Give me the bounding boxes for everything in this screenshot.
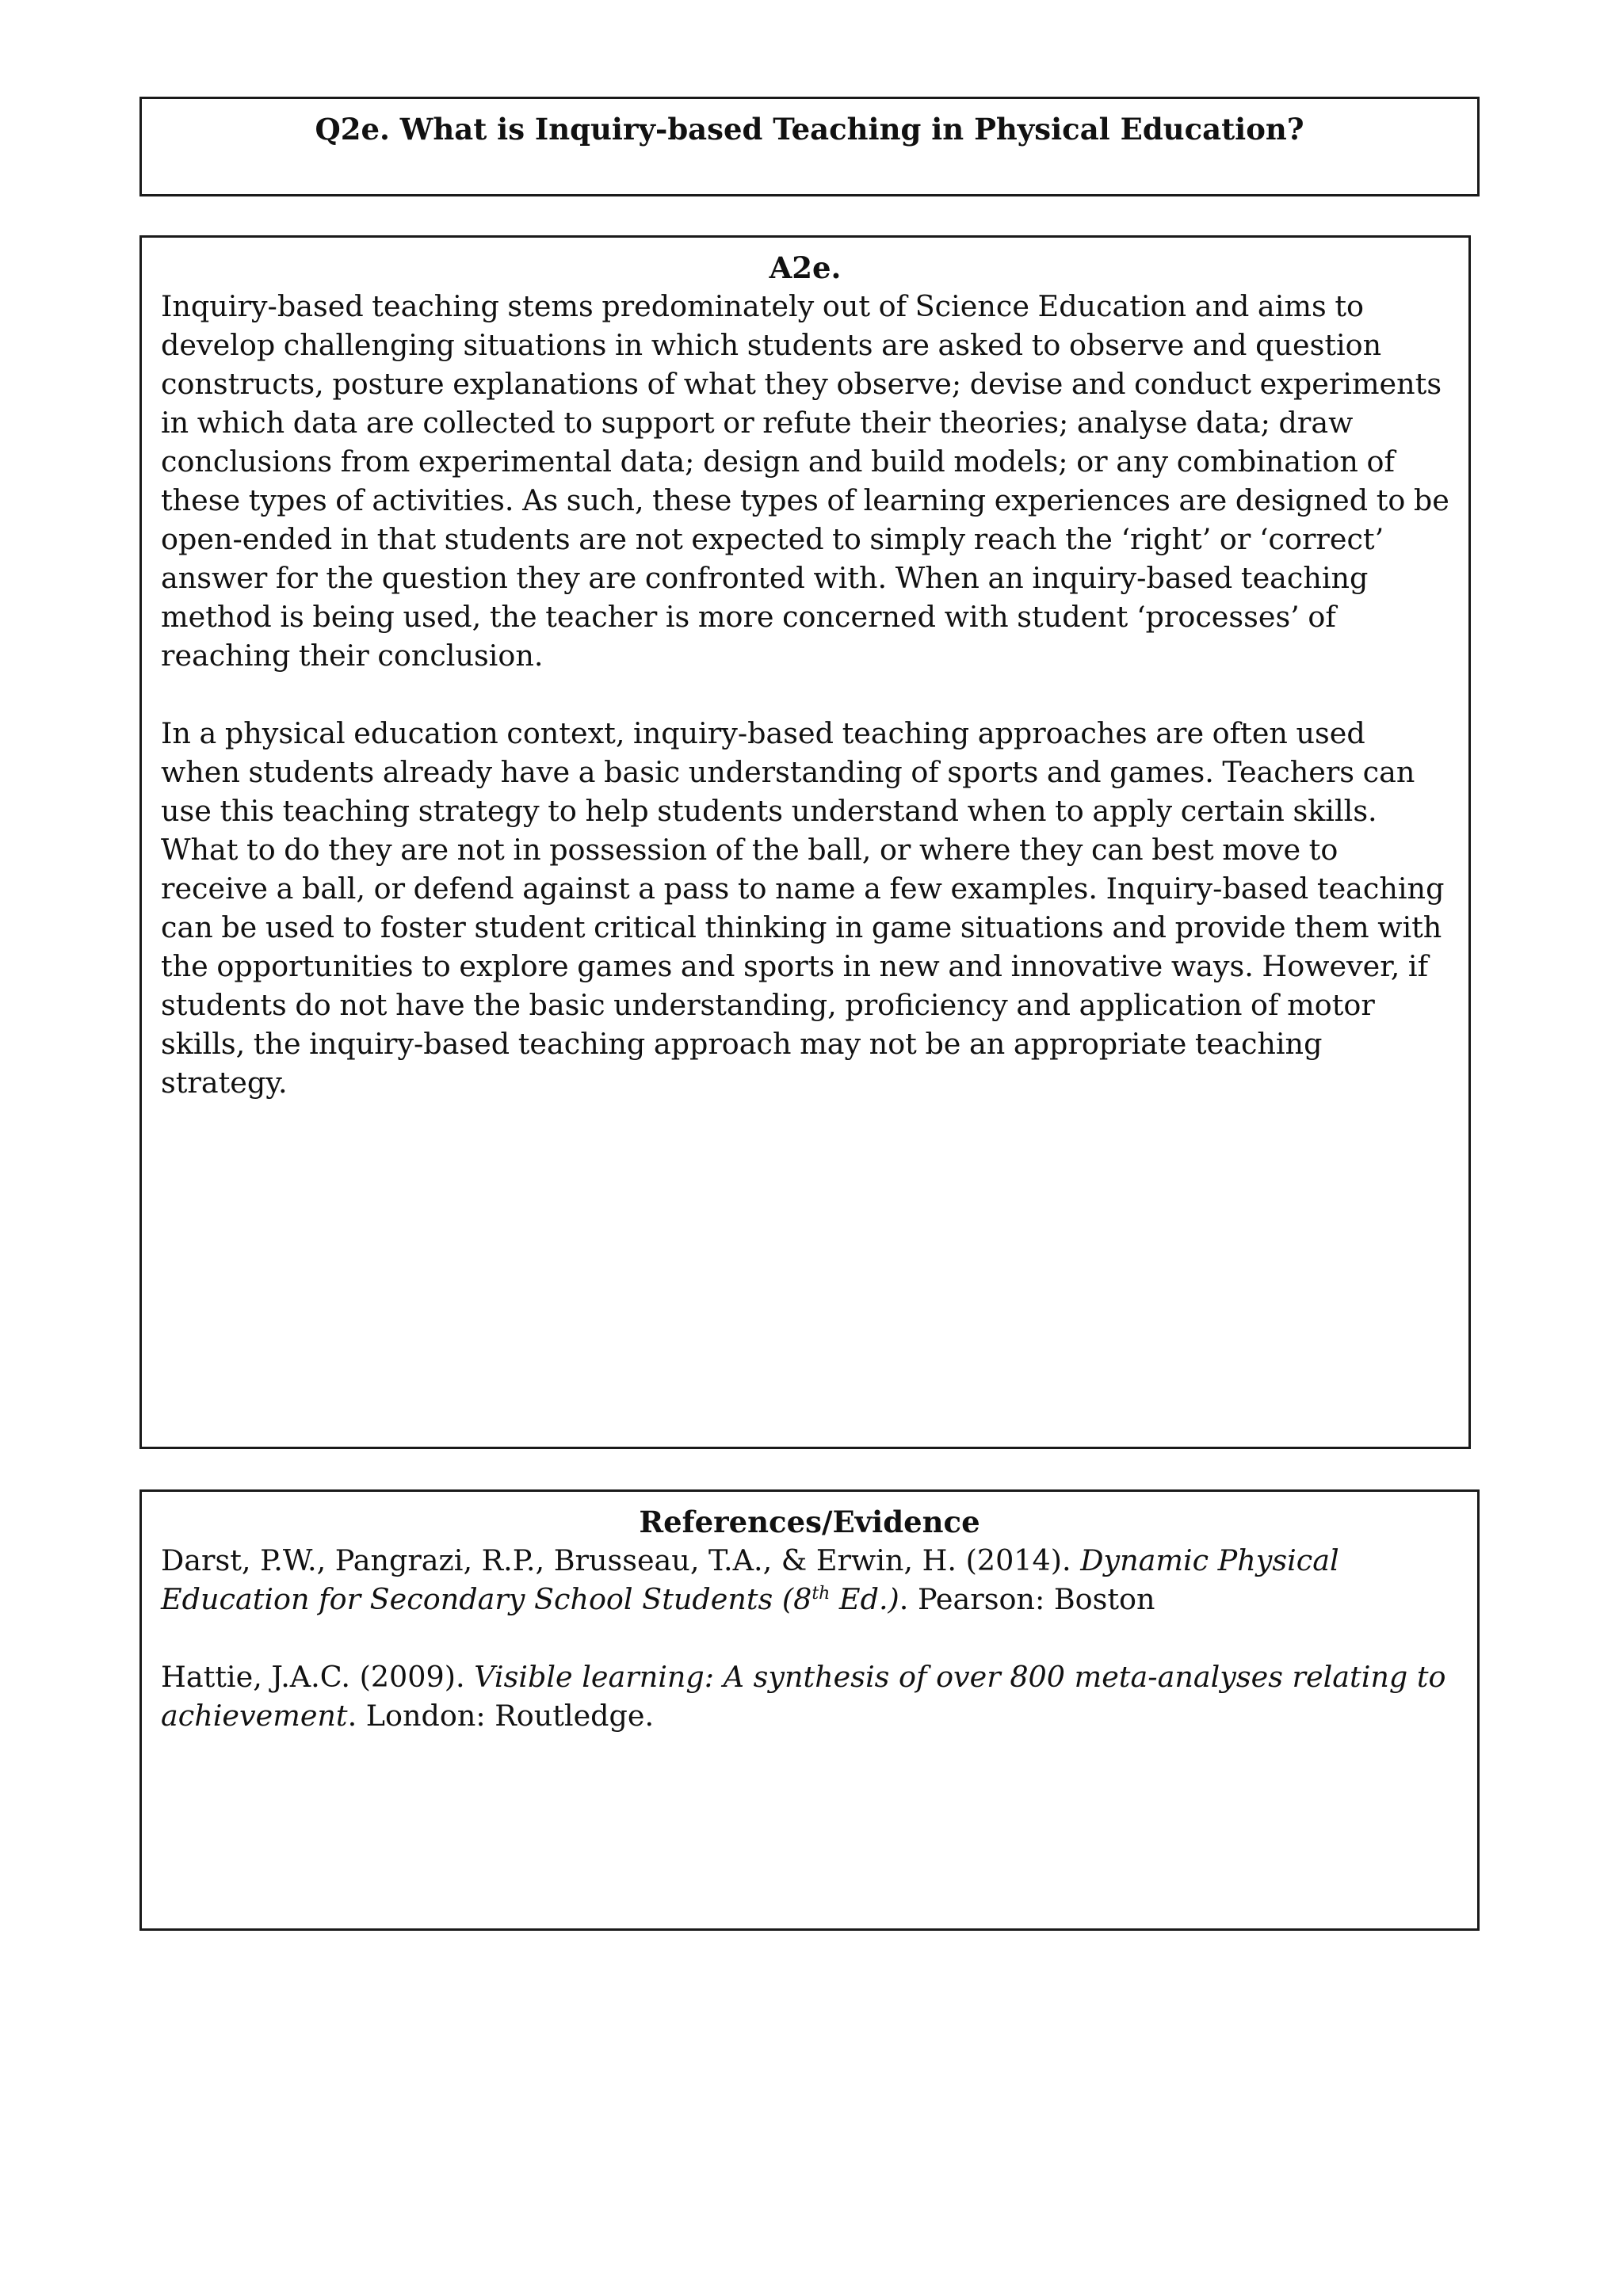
reference-publisher: . London: Routledge. — [347, 1699, 655, 1733]
reference-item-hattie — [161, 1657, 1458, 1735]
reference-title: Dynamic Physical Education for Secondary School Students (8th Ed.) — [161, 1543, 1339, 1616]
answer-heading: A2e. — [769, 250, 842, 285]
reference-title: Visible learning: A synthesis of over 800 meta-analyses relating to achievement — [161, 1660, 1446, 1733]
reference-authors: Hattie, J.A.C. (2009). — [161, 1660, 475, 1694]
question-title: Q2e. What is Inquiry-based Teaching in Physical Education? — [315, 112, 1304, 147]
answer-paragraph-1: Inquiry-based teaching stems predominately out of Science Education and aims to develop challenging situations in which students are asked to observe and question constructs, posture explanations of what they observe; devise and conduct experiments in which data are collected to support or refute their theories; analyse data; draw conclusions from experimental data; design and build models; or any combination of these types of activities. As such, these types of learning experiences are designed to be open-ended in that students are not expected to simply reach the ‘right’ or ‘correct’ answer for the question they are confronted with. When an inquiry-based teaching method is being used, the teacher is more concerned with student ‘processes’ of reaching their conclusion. — [161, 289, 1449, 673]
reference-authors: Darst, P.W., Pangrazi, R.P., Brusseau, T.A., & Erwin, H. (2014). — [161, 1543, 1081, 1577]
reference-item-darst — [161, 1541, 1458, 1619]
references-heading: References/Evidence — [639, 1505, 980, 1539]
answer-box — [139, 235, 1471, 1449]
reference-title-superscript: th — [812, 1583, 831, 1604]
question-box — [139, 97, 1480, 196]
references-box — [139, 1489, 1480, 1931]
reference-publisher: . Pearson: Boston — [899, 1582, 1155, 1616]
answer-paragraph-2: In a physical education context, inquiry-based teaching approaches are often used when students already have a basic understanding of sports and games. Teachers can use this teaching strategy to help students understand when to apply certain skills. What to do they are not in possession of the ball, or where they can best move to receive a ball, or defend against a pass to name a few examples. Inquiry-based teaching can be used to foster student critical thinking in game situations and provide them with the opportunities to explore games and sports in new and innovative ways. However, if students do not have the basic understanding, proficiency and application of motor skills, the inquiry-based teaching approach may not be an appropriate teaching strategy. — [161, 716, 1445, 1100]
